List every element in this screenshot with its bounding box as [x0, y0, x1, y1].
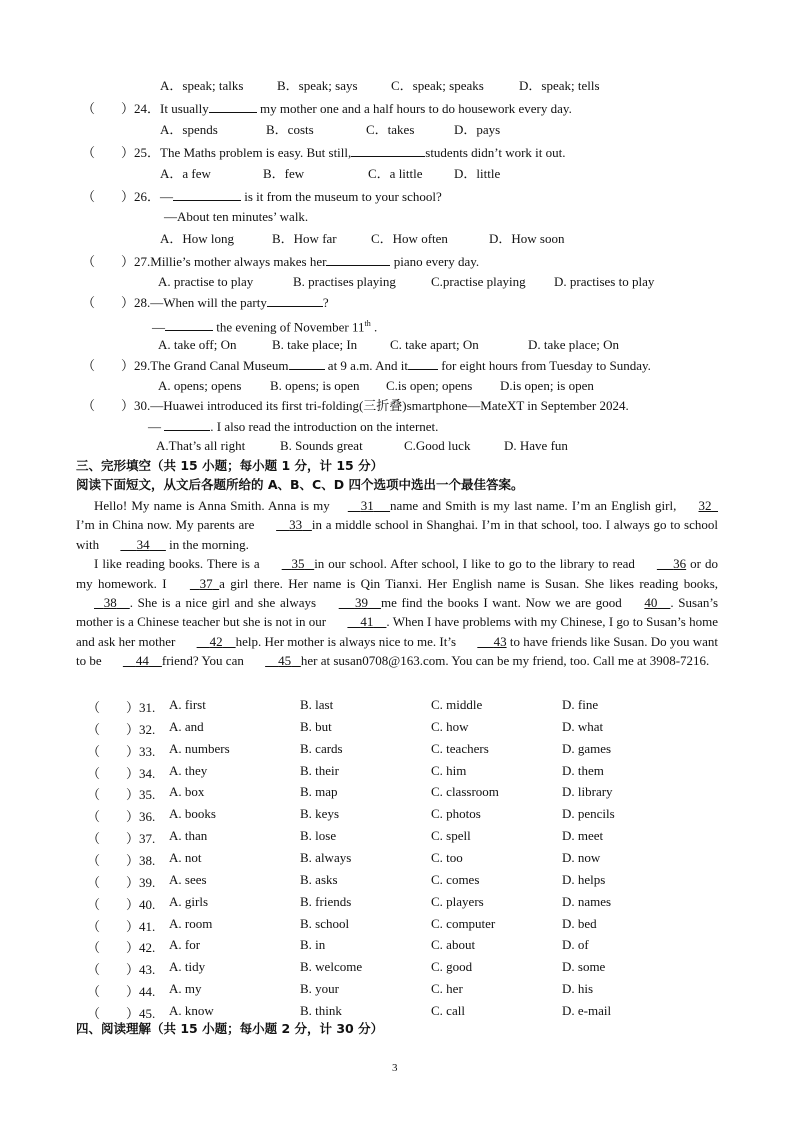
cloze-option-row: [0, 741, 794, 759]
cloze-option-row: [0, 697, 794, 715]
q27-number: （ ）: [82, 254, 135, 269]
passage-text: a girl there. Her name is Qin Tianxi. Her English name is Susan. She likes reading books,: [219, 575, 718, 591]
cloze-option-b[interactable]: B. keys: [300, 806, 339, 822]
cloze-option-b[interactable]: B. in: [300, 937, 326, 953]
q26-number: （ ）26．: [82, 189, 161, 204]
passage-paragraph-2: [76, 554, 718, 670]
page-number: 3: [392, 1062, 398, 1074]
passage-text: Hello! My name is Anna Smith. Anna is my: [94, 498, 330, 513]
cloze-option-d[interactable]: D. some: [562, 959, 606, 975]
cloze-question-number: （ ）32.: [87, 721, 156, 737]
cloze-option-d[interactable]: D. games: [562, 740, 612, 756]
passage-text: in our school. After school, I like to go to the library to read: [314, 556, 639, 572]
passage-text: in the morning.: [165, 536, 249, 552]
cloze-option-d[interactable]: D. helps: [562, 871, 606, 887]
passage-text: or do my homework. I: [76, 556, 718, 591]
q30-option-a: A.That’s all right: [156, 438, 246, 453]
cloze-option-b[interactable]: B. always: [300, 849, 352, 865]
q26-blank[interactable]: [173, 188, 241, 201]
q25-text-post: students didn’t work it out.: [425, 145, 566, 160]
cloze-option-d[interactable]: D. meet: [562, 828, 604, 844]
q25-number: （ ）25．: [82, 145, 161, 160]
q27-option-b: B. practises playing: [293, 274, 396, 289]
q30-options: [156, 438, 568, 454]
cloze-option-a[interactable]: A. they: [169, 762, 208, 778]
cloze-option-a[interactable]: A. girls: [169, 893, 208, 909]
q28-text-pre: 28.—When will the party: [134, 295, 267, 310]
q25-option-c: C．a little: [368, 166, 423, 181]
cloze-option-row: [0, 916, 794, 934]
q28-option-a: A. take off; On: [158, 337, 237, 352]
passage-text: . When I have problems with my Chinese, I go to Susan’s home and ask her mother: [76, 614, 718, 649]
q30-option-c: C.Good luck: [404, 438, 471, 453]
cloze-option-c[interactable]: C. teachers: [431, 740, 489, 756]
blank-31[interactable]: 31: [360, 498, 374, 513]
q24-text-pre: It usually: [160, 101, 209, 116]
cloze-option-d[interactable]: D. now: [562, 849, 601, 865]
blank-34[interactable]: 34: [136, 536, 150, 552]
cloze-option-c[interactable]: C. her: [431, 981, 463, 997]
cloze-question-number: （ ）41.: [87, 918, 156, 934]
q30-number: （ ）: [82, 398, 135, 413]
cloze-option-d[interactable]: D. them: [562, 762, 604, 778]
q28-text-post: ?: [322, 295, 329, 310]
cloze-option-c[interactable]: C. too: [431, 849, 463, 865]
q24-stem: [82, 100, 572, 117]
q23-options: [160, 78, 600, 94]
q23-option-d: D．speak; tells: [519, 78, 600, 93]
cloze-option-b[interactable]: B. cards: [300, 740, 343, 756]
cloze-option-c[interactable]: C. good: [431, 959, 473, 975]
cloze-option-row: [0, 828, 794, 846]
cloze-question-number: （ ）39.: [87, 874, 156, 890]
q24-option-b: B．costs: [266, 122, 314, 137]
q29-text-post: for eight hours from Tuesday to Sunday.: [437, 358, 651, 373]
q28-line2-end: .: [370, 319, 378, 335]
cloze-option-b[interactable]: B. welcome: [300, 959, 363, 975]
passage-text: her at susan0708@163.com. You can be my friend, too. Call me at 3908-7216.: [300, 653, 710, 669]
blank-42[interactable]: 42: [209, 633, 223, 649]
cloze-option-c[interactable]: C. him: [431, 762, 467, 778]
passage-text: I like reading books. There is a: [94, 556, 264, 572]
blank-45[interactable]: 45: [278, 653, 292, 669]
section3-instruction: 阅读下面短文，从文后各题所给的 A、B、C、D 四个选项中选出一个最佳答案。: [76, 477, 524, 492]
cloze-option-c[interactable]: C. computer: [431, 915, 496, 931]
q28-option-d: D. take place; On: [528, 337, 619, 352]
cloze-option-a[interactable]: A. books: [169, 806, 216, 822]
blank-35[interactable]: 35: [291, 556, 305, 572]
cloze-option-b[interactable]: B. but: [300, 718, 332, 734]
cloze-option-d[interactable]: D. of: [562, 937, 589, 953]
cloze-option-row: [0, 850, 794, 868]
cloze-question-number: （ ）37.: [87, 831, 156, 847]
cloze-option-c[interactable]: C. comes: [431, 871, 480, 887]
q27-option-d: D. practises to play: [554, 274, 655, 289]
q30-text: 30.—Huawei introduced its first tri-folding(三折叠)smartphone—MateXT in September 2024.: [134, 398, 629, 413]
cloze-option-a[interactable]: A. tidy: [169, 959, 206, 975]
cloze-option-a[interactable]: A. know: [169, 1002, 214, 1018]
cloze-option-c[interactable]: C. players: [431, 893, 484, 909]
q27-option-a: A. practise to play: [158, 274, 254, 289]
cloze-option-row: [0, 894, 794, 912]
section4-title: 四、阅读理解（共 15 小题；每小题 2 分，计 30 分）: [76, 1021, 384, 1036]
q29-option-a: A. opens; opens: [158, 378, 242, 393]
passage-text: me find the books I want. Now we are good: [380, 595, 627, 611]
cloze-option-d[interactable]: D. bed: [562, 915, 597, 931]
q29-text-mid: at 9 a.m. And it: [324, 358, 408, 373]
q29-option-d: D.is open; is open: [500, 378, 594, 393]
q26-option-b: B．How far: [272, 231, 337, 246]
cloze-option-c[interactable]: C. call: [431, 1002, 465, 1018]
q28-blank-1[interactable]: [267, 294, 323, 307]
q24-options: [160, 122, 500, 138]
passage-text: in a middle school in Shanghai. I’m in that school, too. I always go to school with: [76, 517, 718, 552]
cloze-option-row: [0, 1003, 794, 1021]
q27-blank[interactable]: [326, 253, 390, 266]
cloze-option-row: [0, 806, 794, 824]
q30-blank[interactable]: [164, 418, 210, 431]
cloze-question-number: （ ）31.: [87, 700, 156, 715]
q26-option-c: C．How often: [371, 231, 448, 246]
cloze-option-b[interactable]: B. asks: [300, 871, 338, 887]
q26-option-d: D．How soon: [489, 231, 565, 246]
cloze-option-d[interactable]: D. e-mail: [562, 1002, 612, 1018]
cloze-option-d[interactable]: D. library: [562, 784, 613, 800]
q26-stem: [82, 188, 442, 205]
cloze-option-d[interactable]: D. fine: [562, 697, 599, 712]
q30-line2-text: . I also read the introduction on the internet.: [210, 419, 439, 434]
passage-text: . Susan’s mother is a Chinese teacher but she is not in our: [76, 595, 719, 630]
blank-44[interactable]: 44: [135, 653, 149, 669]
cloze-option-b[interactable]: B. last: [300, 697, 334, 712]
cloze-option-b[interactable]: B. your: [300, 981, 339, 997]
blank-36[interactable]: 36: [673, 556, 687, 572]
cloze-option-c[interactable]: C. about: [431, 937, 476, 953]
q23-option-c: C．speak; speaks: [391, 78, 484, 93]
passage-text: I’m in China now. My parents are: [76, 517, 259, 533]
cloze-question-number: （ ）38.: [87, 852, 156, 868]
q30-answer-line: [148, 418, 438, 435]
cloze-option-b[interactable]: B. friends: [300, 893, 352, 909]
q29-number: （ ）: [82, 358, 135, 373]
q25-stem: [82, 144, 566, 161]
cloze-question-number: （ ）44.: [87, 984, 156, 1000]
q28-option-b: B. take place; In: [272, 337, 358, 352]
cloze-option-b[interactable]: B. lose: [300, 828, 337, 844]
q24-option-d: D．pays: [454, 122, 501, 137]
q25-option-a: A．a few: [160, 166, 211, 181]
q29-options: [158, 378, 594, 394]
cloze-option-a[interactable]: A. box: [169, 784, 205, 800]
q25-option-b: B．few: [263, 166, 305, 181]
q27-text-pre: 27.Millie’s mother always makes her: [134, 254, 327, 269]
cloze-question-number: （ ）42.: [87, 940, 156, 956]
cloze-option-row: [0, 937, 794, 955]
q25-option-d: D．little: [454, 166, 501, 181]
q29-blank-2[interactable]: [408, 357, 438, 370]
q29-text-pre: 29.The Grand Canal Museum: [134, 358, 289, 373]
cloze-question-number: （ ）40.: [87, 896, 156, 912]
q27-option-c: C.practise playing: [431, 274, 526, 289]
cloze-option-d[interactable]: D. pencils: [562, 806, 615, 822]
q27-options: [158, 274, 654, 290]
q24-option-a: A．spends: [160, 122, 218, 137]
q25-options: [160, 166, 500, 182]
passage-text: friend? You can: [161, 653, 248, 669]
cloze-option-c[interactable]: C. middle: [431, 697, 483, 712]
q25-text-pre: The Maths problem is easy. But still,: [160, 145, 352, 160]
passage-text: to have friends like Susan. Do you want to be: [76, 633, 718, 669]
q28-line2-text: the evening of November 11: [213, 319, 365, 335]
q28-blank-2[interactable]: [165, 318, 213, 331]
cloze-option-a[interactable]: A. and: [169, 718, 204, 734]
q29-option-c: C.is open; opens: [386, 378, 473, 393]
cloze-option-a[interactable]: A. sees: [169, 871, 207, 887]
cloze-option-a[interactable]: A. than: [169, 828, 208, 844]
q29-stem: [82, 357, 651, 374]
blank-41[interactable]: 41: [360, 614, 374, 630]
q30-line2-dash: —: [148, 419, 165, 434]
cloze-option-row: [0, 959, 794, 977]
q30-option-b: B. Sounds great: [280, 438, 363, 453]
q23-option-a: A．speak; talks: [160, 78, 244, 93]
cloze-option-c[interactable]: C. spell: [431, 828, 471, 844]
blank-39[interactable]: 39: [354, 595, 368, 611]
q28-options: [158, 337, 619, 353]
q27-text-post: piano every day.: [390, 254, 480, 269]
blank-40[interactable]: 40: [644, 595, 658, 611]
cloze-option-a[interactable]: A. my: [169, 981, 202, 997]
q24-number: （ ）24．: [82, 101, 161, 116]
q28-number: （ ）: [82, 295, 135, 310]
cloze-question-number: （ ）45.: [87, 1005, 156, 1021]
passage-text: help. Her mother is always nice to me. It’s: [235, 633, 460, 649]
passage-text: . She is a nice girl and she always: [129, 595, 321, 611]
cloze-option-d[interactable]: D. what: [562, 718, 604, 734]
cloze-option-a[interactable]: A. not: [169, 849, 202, 865]
q28-answer-line: [152, 316, 377, 335]
cloze-option-b[interactable]: B. their: [300, 762, 339, 778]
blank-37[interactable]: 37: [199, 575, 213, 591]
q30-stem: [82, 398, 629, 414]
passage-paragraph-1: [76, 496, 718, 554]
q30-option-d: D. Have fun: [504, 438, 568, 453]
cloze-option-c[interactable]: C. how: [431, 718, 469, 734]
q26-text-pre: —: [160, 189, 174, 204]
q26-text-post: is it from the museum to your school?: [241, 189, 442, 204]
passage-text: name and Smith is my last name. I’m an English girl,: [390, 498, 681, 513]
cloze-question-number: （ ）35.: [87, 787, 156, 803]
q28-stem: [82, 294, 329, 311]
blank-38[interactable]: 38: [103, 595, 117, 611]
cloze-option-c[interactable]: C. photos: [431, 806, 481, 822]
cloze-option-a[interactable]: A. for: [169, 937, 201, 953]
q24-blank[interactable]: [209, 100, 257, 113]
cloze-option-b[interactable]: B. map: [300, 784, 338, 800]
cloze-passage: [76, 496, 718, 671]
cloze-option-d[interactable]: D. names: [562, 893, 612, 909]
cloze-option-b[interactable]: B. think: [300, 1002, 342, 1018]
blank-32[interactable]: 32: [698, 498, 712, 513]
cloze-option-row: [0, 872, 794, 890]
cloze-option-c[interactable]: C. classroom: [431, 784, 499, 800]
cloze-option-row: [0, 719, 794, 737]
q24-option-c: C．takes: [366, 122, 415, 137]
q28-line2-dash: —: [152, 319, 165, 335]
section3-title: 三、完形填空（共 15 小题；每小题 1 分，计 15 分）: [76, 458, 384, 473]
cloze-question-number: （ ）34.: [87, 765, 156, 781]
q27-stem: [82, 253, 479, 270]
cloze-option-b[interactable]: B. school: [300, 915, 350, 931]
cloze-option-a[interactable]: A. numbers: [169, 740, 230, 756]
q26-option-a: A．How long: [160, 231, 235, 246]
cloze-option-a[interactable]: A. first: [169, 697, 206, 712]
q26-options: [160, 231, 564, 247]
q26-answer-line: —About ten minutes’ walk.: [164, 209, 309, 224]
q24-text-post: my mother one and a half hours to do housework every day.: [256, 101, 572, 116]
cloze-option-row: [0, 981, 794, 999]
cloze-question-number: （ ）33.: [87, 743, 156, 759]
q23-option-b: B．speak; says: [277, 78, 358, 93]
cloze-question-number: （ ）36.: [87, 809, 156, 825]
q28-line2-superscript: th: [364, 319, 371, 328]
q29-option-b: B. opens; is open: [270, 378, 360, 393]
cloze-option-row: [0, 763, 794, 781]
blank-33[interactable]: 33: [289, 517, 303, 533]
q28-option-c: C. take apart; On: [390, 337, 479, 352]
q29-blank-1[interactable]: [289, 357, 325, 370]
cloze-option-d[interactable]: D. his: [562, 981, 594, 997]
cloze-option-row: [0, 784, 794, 802]
cloze-question-number: （ ）43.: [87, 962, 156, 978]
q25-blank[interactable]: [351, 144, 425, 157]
blank-43[interactable]: 43: [493, 633, 507, 649]
cloze-option-a[interactable]: A. room: [169, 915, 213, 931]
